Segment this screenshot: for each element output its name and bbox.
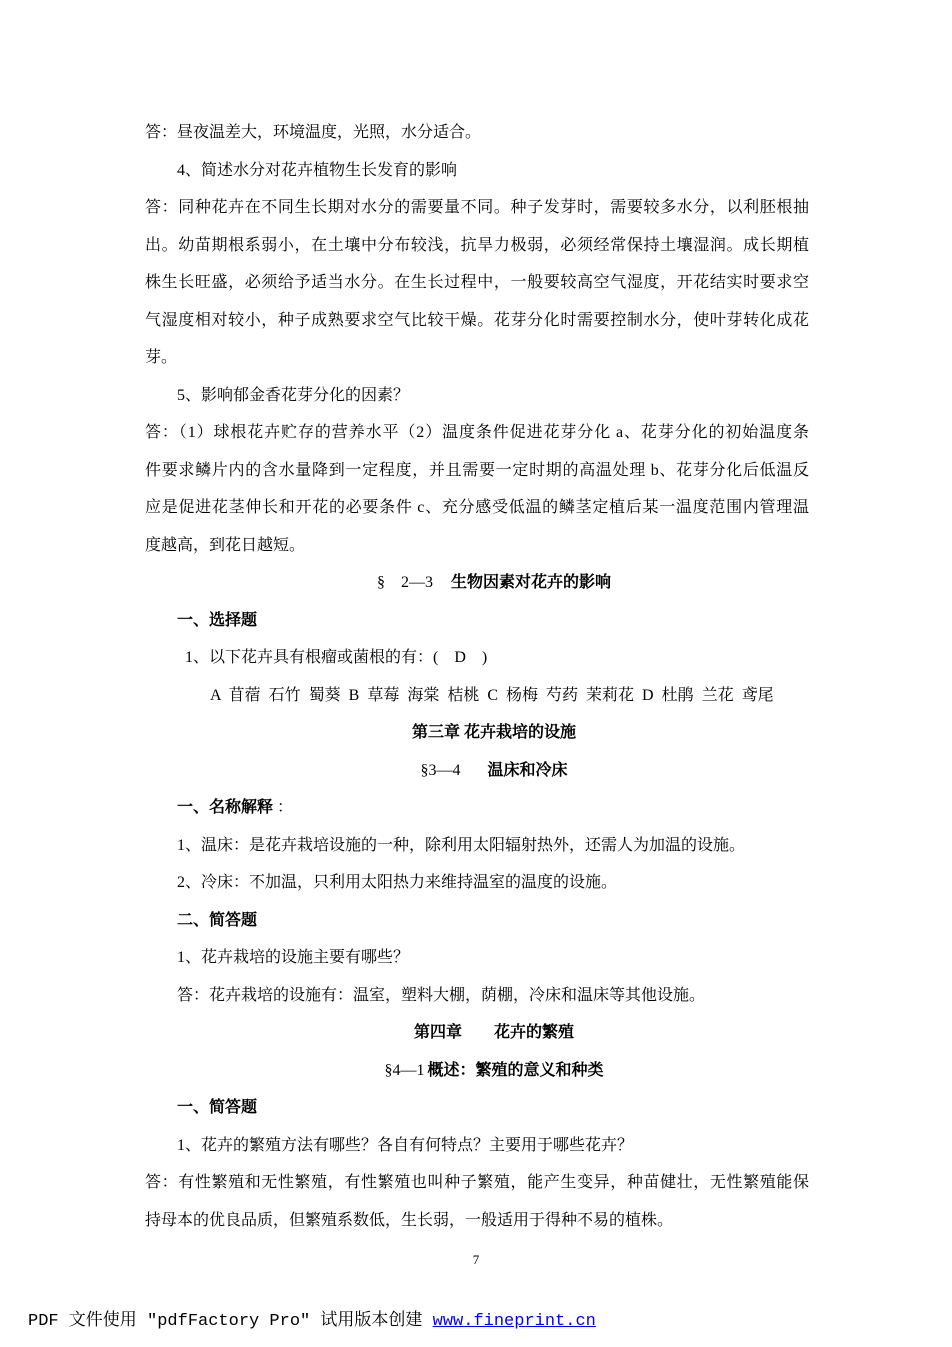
part-heading-label: 一、名称解释 <box>177 799 274 816</box>
answer-line: 气湿度相对较小，种子成熟要求空气比较干燥。花芽分化时需要控制水分，使叶芽转化成花 <box>145 311 809 329</box>
answer-line: 答：（1）球根花卉贮存的营养水平（2）温度条件促进花芽分化 a、花芽分化的初始温度条 <box>145 424 809 441</box>
section-heading <box>145 1052 809 1090</box>
page-number: 7 <box>472 1252 480 1267</box>
section-heading <box>145 752 809 790</box>
answer-line: 株生长旺盛，必须给予适当水分。在生长过程中，一般要较高空气湿度，开花结实时要求空 <box>145 274 809 291</box>
section-number: §4—1 <box>384 1061 425 1079</box>
part-heading <box>145 789 809 827</box>
question-text: 1、花卉栽培的设施主要有哪些？ <box>177 949 410 966</box>
answer-text: 答：花卉栽培的设施有：温室，塑料大棚，荫棚，冷床和温床等其他设施。 <box>177 986 706 1004</box>
section-number: § 2—3 <box>376 574 433 591</box>
section-title: 温床和冷床 <box>487 761 568 779</box>
chapter-title: 第四章 花卉的繁殖 <box>413 1024 574 1041</box>
section-title: 生物因素对花卉的影响 <box>451 574 612 591</box>
footer-text: PDF 文件使用 "pdfFactory Pro" 试用版本创建 <box>28 1312 423 1331</box>
part-heading: 二、简答题 <box>177 911 258 929</box>
term-definition: 1、温床：是花卉栽培设施的一种，除利用太阳辐射热外，还需人为加温的设施。 <box>177 836 746 854</box>
answer-line: 答：同种花卉在不同生长期对水分的需要量不同。种子发芽时，需要较多水分，以利胚根抽 <box>145 199 809 216</box>
answer-line: 件要求鳞片内的含水量降到一定程度，并且需要一定时期的高温处理 b、花芽分化后低温反 <box>145 461 809 479</box>
part-heading: 一、选择题 <box>177 611 258 629</box>
answer-line: 应是促进花茎伸长和开花的必要条件 c、充分感受低温的鳞茎定植后某一温度范围内管理温 <box>145 499 809 516</box>
fineprint-link[interactable]: www.fineprint.cn <box>432 1312 596 1331</box>
question-text: 1、花卉的繁殖方法有哪些？各自有何特点？主要用于哪些花卉？ <box>177 1136 634 1154</box>
answer-line: 芽。 <box>145 349 178 366</box>
chapter-title: 第三章 花卉栽培的设施 <box>411 724 576 741</box>
page-body <box>145 114 809 1239</box>
answer-line: 答：有性繁殖和无性繁殖，有性繁殖也叫种子繁殖，能产生变异，种苗健壮，无性繁殖能保 <box>145 1174 809 1191</box>
question-text: 4、简述水分对花卉植物生长发育的影响 <box>177 161 458 179</box>
question-text: 5、影响郁金香花芽分化的因素？ <box>177 386 410 404</box>
answer-line: 度越高，到花日越短。 <box>145 536 306 554</box>
pdf-footer <box>28 1310 596 1334</box>
section-title: 概述：繁殖的意义和种类 <box>427 1061 604 1079</box>
answer-line: 持母本的优良品质，但繁殖系数低，生长弱，一般适用于得种不易的植株。 <box>145 1211 674 1229</box>
term-definition: 2、冷床：不加温，只利用太阳热力来维持温室的温度的设施。 <box>177 874 618 891</box>
section-number: §3—4 <box>420 761 461 779</box>
section-heading <box>145 564 809 602</box>
part-heading-suffix: ： <box>273 799 294 816</box>
answer-options: A 苜蓿 石竹 蜀葵 B 草莓 海棠 桔桃 C 杨梅 芍药 茉莉花 D 杜鹃 兰花 鸢尾 <box>210 686 774 704</box>
question-text: 1、以下花卉具有根瘤或菌根的有：( D ) <box>185 649 488 666</box>
answer-line: 出。幼苗期根系弱小，在土壤中分布较浅，抗旱力极弱，必须经常保持土壤湿润。成长期植 <box>145 236 809 254</box>
part-heading: 一、简答题 <box>177 1099 258 1116</box>
answer-text: 答：昼夜温差大，环境温度，光照，水分适合。 <box>145 124 482 141</box>
